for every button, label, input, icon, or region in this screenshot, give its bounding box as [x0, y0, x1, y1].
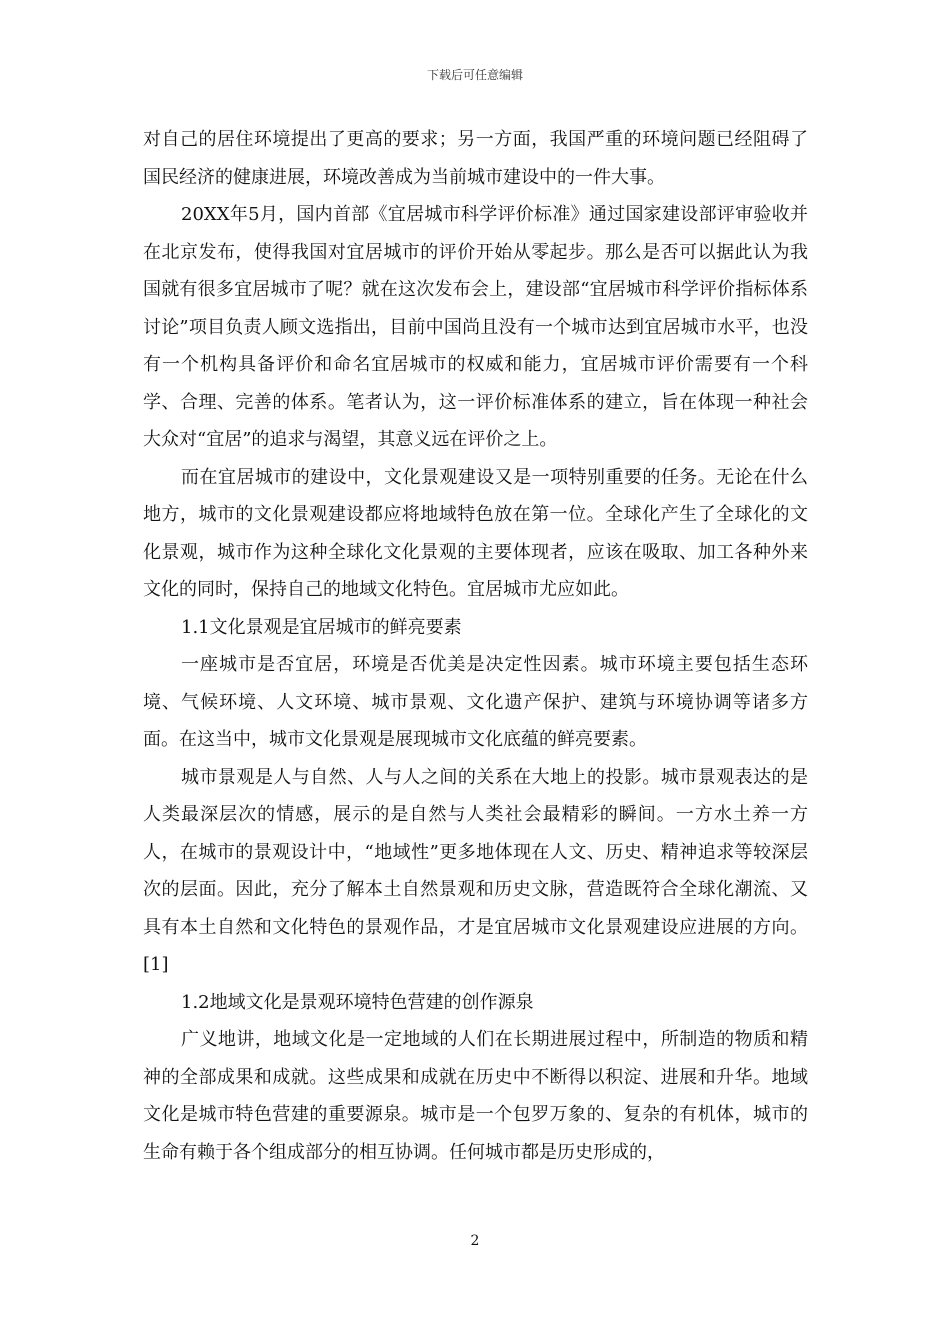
document-body — [143, 121, 808, 1171]
paragraph-continuation: 对自己的居住环境提出了更高的要求；另一方面，我国严重的环境问题已经阻碍了国民经济的健康进展，环境改善成为当前城市建设中的一件大事。 — [143, 129, 808, 188]
section-heading-1-2: 1.2地域文化是景观环境特色营建的创作源泉 — [181, 991, 534, 1013]
paragraph-livable-factors: 一座城市是否宜居，环境是否优美是决定性因素。城市环境主要包括生态环境、气候环境、人文环境、城市景观、文化遗产保护、建筑与环境协调等诸多方面。在这当中，城市文化景观是展现城市文化底蕴的鲜亮要素。 — [143, 654, 808, 750]
paragraph-evaluation-standard: 20XX年5月，国内首部《宜居城市科学评价标准》通过国家建设部评审验收并在北京发布，使得我国对宜居城市的评价开始从零起步。那么是否可以据此认为我国就有很多宜居城市了呢？就在这次发布会上，建设部“宜居城市科学评价指标体系讨论”项目负责人顾文选指出，目前中国尚且没有一个城市达到宜居城市水平，也没有一个机构具备评价和命名宜居城市的权威和能力，宜居城市评价需要有一个科学、合理、完善的体系。笔者认为，这一评价标准体系的建立，旨在体现一种社会大众对“宜居”的追求与渴望，其意义远在评价之上。 — [143, 204, 808, 450]
paragraph-cultural-landscape: 而在宜居城市的建设中，文化景观建设又是一项特别重要的任务。无论在什么地方，城市的文化景观建设都应将地域特色放在第一位。全球化产生了全球化的文化景观，城市作为这种全球化文化景观的主要体现者，应该在吸取、加工各种外来文化的同时，保持自己的地域文化特色。宜居城市尤应如此。 — [143, 466, 808, 600]
section-heading-1-1: 1.1文化景观是宜居城市的鲜亮要素 — [181, 616, 462, 638]
page-header: 下载后可任意编辑 — [426, 68, 523, 82]
page-number: 2 — [470, 1233, 480, 1249]
paragraph-regional-culture: 广义地讲，地域文化是一定地域的人们在长期进展过程中，所制造的物质和精神的全部成果和成就。这些成果和成就在历史中不断得以积淀、进展和升华。地域文化是城市特色营建的重要源泉。城市是一个包罗万象的、复杂的有机体，城市的生命有赖于各个组成部分的相互协调。任何城市都是历史形成的， — [143, 1029, 808, 1163]
paragraph-urban-landscape: 城市景观是人与自然、人与人之间的关系在大地上的投影。城市景观表达的是人类最深层次的情感，展示的是自然与人类社会最精彩的瞬间。一方水土养一方人，在城市的景观设计中，“地域性”更多地体现在人文、历史、精神追求等较深层次的层面。因此，充分了解本土自然景观和历史文脉，营造既符合全球化潮流、又具有本土自然和文化特色的景观作品，才是宜居城市文化景观建设应进展的方向。[1] — [143, 766, 808, 975]
